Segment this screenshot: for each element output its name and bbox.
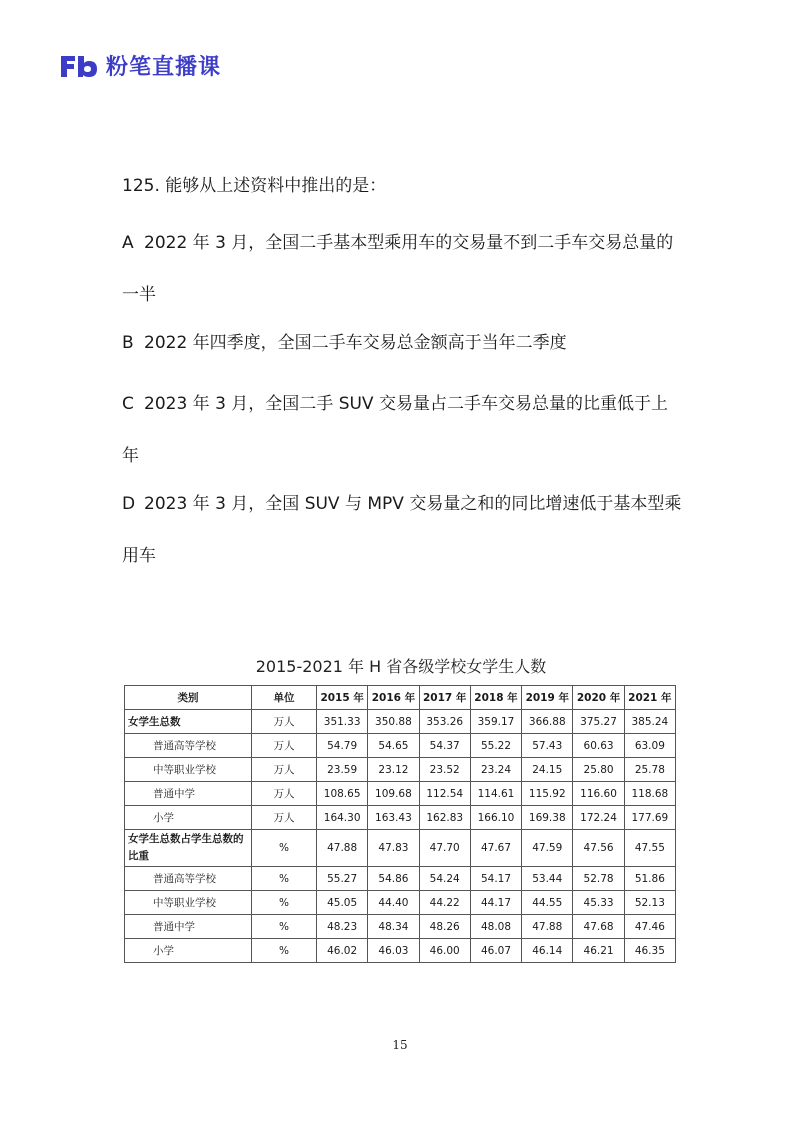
value-cell: 54.37 — [419, 734, 470, 758]
value-cell: 359.17 — [470, 710, 521, 734]
value-cell: 114.61 — [470, 782, 521, 806]
brand-logo — [58, 50, 221, 81]
value-cell: 115.92 — [522, 782, 573, 806]
table-row — [125, 806, 676, 830]
category-cell: 中等职业学校 — [125, 891, 252, 915]
column-header: 2019 年 — [522, 686, 573, 710]
value-cell: 25.80 — [573, 758, 624, 782]
option-a — [122, 217, 682, 321]
option-text: 2022 年四季度，全国二手车交易总金额高于当年二季度 — [144, 333, 567, 353]
column-header: 单位 — [252, 686, 317, 710]
column-header: 2015 年 — [317, 686, 368, 710]
unit-cell: % — [252, 891, 317, 915]
option-letter: C — [122, 394, 134, 414]
option-b — [122, 317, 682, 369]
value-cell: 47.88 — [522, 915, 573, 939]
category-cell: 女学生总数占学生总数的比重 — [125, 830, 252, 867]
page-number: 15 — [392, 1038, 408, 1052]
data-table — [124, 685, 676, 963]
category-cell: 中等职业学校 — [125, 758, 252, 782]
value-cell: 47.46 — [624, 915, 675, 939]
value-cell: 47.67 — [470, 830, 521, 867]
option-text: 2022 年 3 月，全国二手基本型乘用车的交易量不到二手车交易总量的一半 — [122, 233, 674, 305]
fb-logo-icon — [58, 52, 100, 80]
logo-text: 粉笔直播课 — [106, 55, 222, 80]
table-header-row — [125, 686, 676, 710]
value-cell: 24.15 — [522, 758, 573, 782]
value-cell: 47.55 — [624, 830, 675, 867]
value-cell: 44.22 — [419, 891, 470, 915]
category-cell: 女学生总数 — [125, 710, 252, 734]
value-cell: 57.43 — [522, 734, 573, 758]
column-header: 类别 — [125, 686, 252, 710]
table-row — [125, 758, 676, 782]
value-cell: 46.07 — [470, 939, 521, 963]
question-stem: 125. 能够从上述资料中推出的是： — [122, 176, 387, 196]
value-cell: 46.00 — [419, 939, 470, 963]
column-header: 2017 年 — [419, 686, 470, 710]
value-cell: 47.70 — [419, 830, 470, 867]
value-cell: 54.79 — [317, 734, 368, 758]
value-cell: 48.34 — [368, 915, 419, 939]
option-letter: B — [122, 333, 134, 353]
value-cell: 46.03 — [368, 939, 419, 963]
value-cell: 169.38 — [522, 806, 573, 830]
value-cell: 55.27 — [317, 867, 368, 891]
unit-cell: % — [252, 867, 317, 891]
value-cell: 47.56 — [573, 830, 624, 867]
value-cell: 54.17 — [470, 867, 521, 891]
value-cell: 177.69 — [624, 806, 675, 830]
value-cell: 48.26 — [419, 915, 470, 939]
option-d — [122, 478, 682, 582]
unit-cell: % — [252, 939, 317, 963]
table-title: 2015-2021 年 H 省各级学校女学生人数 — [255, 657, 547, 676]
value-cell: 45.05 — [317, 891, 368, 915]
value-cell: 47.59 — [522, 830, 573, 867]
unit-cell: % — [252, 830, 317, 867]
table-row — [125, 891, 676, 915]
column-header: 2021 年 — [624, 686, 675, 710]
value-cell: 162.83 — [419, 806, 470, 830]
value-cell: 351.33 — [317, 710, 368, 734]
value-cell: 52.78 — [573, 867, 624, 891]
value-cell: 55.22 — [470, 734, 521, 758]
value-cell: 164.30 — [317, 806, 368, 830]
value-cell: 47.83 — [368, 830, 419, 867]
column-header: 2016 年 — [368, 686, 419, 710]
value-cell: 353.26 — [419, 710, 470, 734]
value-cell: 51.86 — [624, 867, 675, 891]
unit-cell: % — [252, 915, 317, 939]
value-cell: 60.63 — [573, 734, 624, 758]
value-cell: 46.35 — [624, 939, 675, 963]
value-cell: 112.54 — [419, 782, 470, 806]
value-cell: 47.68 — [573, 915, 624, 939]
table-row — [125, 867, 676, 891]
value-cell: 375.27 — [573, 710, 624, 734]
value-cell: 23.59 — [317, 758, 368, 782]
category-cell: 普通中学 — [125, 782, 252, 806]
value-cell: 23.12 — [368, 758, 419, 782]
option-text: 2023 年 3 月，全国二手 SUV 交易量占二手车交易总量的比重低于上年 — [122, 394, 668, 466]
option-letter: D — [122, 494, 136, 514]
unit-cell: 万人 — [252, 758, 317, 782]
value-cell: 54.24 — [419, 867, 470, 891]
value-cell: 118.68 — [624, 782, 675, 806]
value-cell: 172.24 — [573, 806, 624, 830]
value-cell: 54.65 — [368, 734, 419, 758]
category-cell: 普通高等学校 — [125, 867, 252, 891]
value-cell: 44.17 — [470, 891, 521, 915]
table-row — [125, 734, 676, 758]
value-cell: 385.24 — [624, 710, 675, 734]
value-cell: 350.88 — [368, 710, 419, 734]
category-cell: 普通高等学校 — [125, 734, 252, 758]
value-cell: 163.43 — [368, 806, 419, 830]
value-cell: 53.44 — [522, 867, 573, 891]
table-row — [125, 939, 676, 963]
table-row — [125, 710, 676, 734]
value-cell: 44.40 — [368, 891, 419, 915]
option-letter: A — [122, 233, 134, 253]
category-cell: 小学 — [125, 806, 252, 830]
column-header: 2018 年 — [470, 686, 521, 710]
table-row — [125, 830, 676, 867]
column-header: 2020 年 — [573, 686, 624, 710]
value-cell: 23.52 — [419, 758, 470, 782]
option-text: 2023 年 3 月，全国 SUV 与 MPV 交易量之和的同比增速低于基本型乘用车 — [122, 494, 682, 566]
table-row — [125, 915, 676, 939]
table-row — [125, 782, 676, 806]
value-cell: 44.55 — [522, 891, 573, 915]
category-cell: 普通中学 — [125, 915, 252, 939]
value-cell: 23.24 — [470, 758, 521, 782]
value-cell: 366.88 — [522, 710, 573, 734]
category-cell: 小学 — [125, 939, 252, 963]
value-cell: 46.14 — [522, 939, 573, 963]
value-cell: 54.86 — [368, 867, 419, 891]
value-cell: 45.33 — [573, 891, 624, 915]
unit-cell: 万人 — [252, 710, 317, 734]
value-cell: 63.09 — [624, 734, 675, 758]
value-cell: 48.23 — [317, 915, 368, 939]
value-cell: 48.08 — [470, 915, 521, 939]
unit-cell: 万人 — [252, 782, 317, 806]
value-cell: 116.60 — [573, 782, 624, 806]
unit-cell: 万人 — [252, 806, 317, 830]
value-cell: 25.78 — [624, 758, 675, 782]
value-cell: 52.13 — [624, 891, 675, 915]
unit-cell: 万人 — [252, 734, 317, 758]
value-cell: 108.65 — [317, 782, 368, 806]
value-cell: 46.21 — [573, 939, 624, 963]
value-cell: 109.68 — [368, 782, 419, 806]
value-cell: 47.88 — [317, 830, 368, 867]
value-cell: 166.10 — [470, 806, 521, 830]
value-cell: 46.02 — [317, 939, 368, 963]
option-c — [122, 378, 682, 482]
